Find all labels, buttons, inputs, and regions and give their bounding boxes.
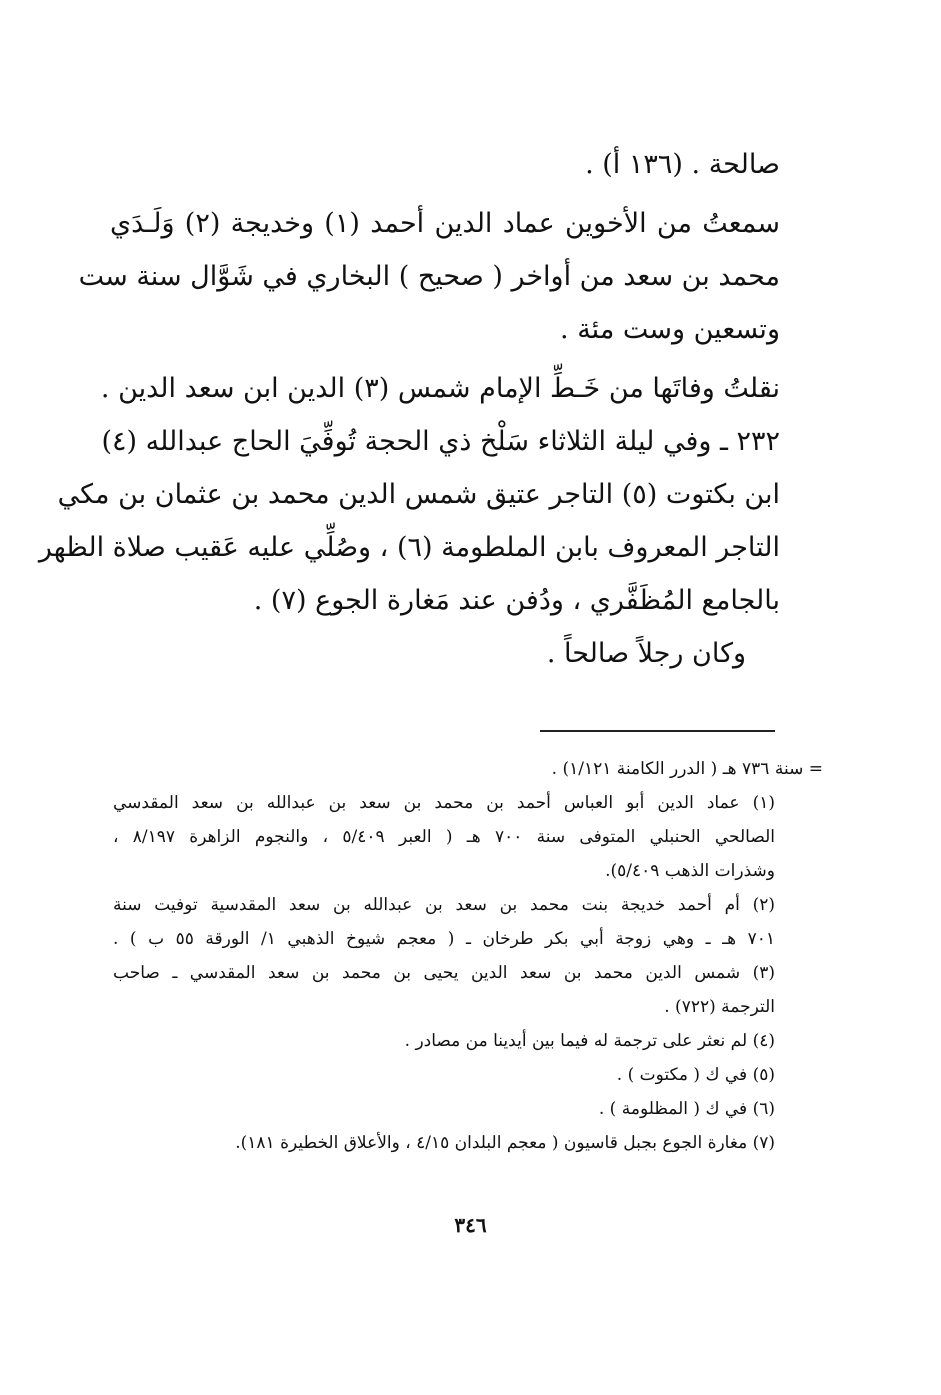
main-line-3: محمد بن سعد من أواخر ( صحيح ) البخاري في شَوَّال سنة ست <box>78 261 780 292</box>
footnote-separator-rule <box>540 730 775 732</box>
footnote-line-6: ٧٠١ هـ ـ وهي زوجة أبي بكر طرخان ـ ( معجم شيوخ الذهبي ١/ الورقة ٥٥ ب ) . <box>113 929 775 949</box>
main-line-2: سمعتُ من الأخوين عماد الدين أحمد (١) وخديجة (٢) وَلَـدَي <box>110 208 780 239</box>
main-line-8: التاجر المعروف بابن الملطومة (٦) ، وصُلِّي عليه عَقيب صلاة الظهر <box>38 532 780 563</box>
footnote-line-12: (٧) مغارة الجوع بجبل قاسيون ( معجم البلدان ٤/١٥ ، والأعلاق الخطيرة ١٨١). <box>235 1133 775 1153</box>
footnote-line-1: = سنة ٧٣٦ هـ ( الدرر الكامنة ١/١٢١) . <box>551 759 823 779</box>
footnote-line-11: (٦) في ك ( المظلومة ) . <box>598 1099 775 1119</box>
page-number: ٣٤٦ <box>454 1213 487 1237</box>
footnote-line-5: (٢) أم أحمد خديجة بنت محمد بن سعد بن عبدالله بن سعد المقدسية توفيت سنة <box>113 895 775 915</box>
main-line-7: ابن بكتوت (٥) التاجر عتيق شمس الدين محمد بن عثمان بن مكي <box>57 479 780 510</box>
main-line-10: وكان رجلاً صالحاً . <box>546 638 746 669</box>
footnote-line-10: (٥) في ك ( مكتوت ) . <box>616 1065 775 1085</box>
main-line-6: ٢٣٢ ـ وفي ليلة الثلاثاء سَلْخ ذي الحجة تُوفِّيَ الحاج عبدالله (٤) <box>101 426 780 457</box>
main-line-4: وتسعين وست مئة . <box>560 314 780 345</box>
footnotes-block <box>113 752 823 1160</box>
footnote-line-8: الترجمة (٧٢٢) . <box>664 997 775 1017</box>
main-line-1: صالحة . (١٣٦ أ) . <box>585 149 780 180</box>
footnote-line-4: وشذرات الذهب ٥/٤٠٩). <box>605 861 775 881</box>
footnote-line-2: (١) عماد الدين أبو العباس أحمد بن محمد بن سعد بن عبدالله بن سعد المقدسي <box>113 793 775 813</box>
main-text-body <box>38 138 780 680</box>
footnote-line-7: (٣) شمس الدين محمد بن سعد الدين يحيى بن محمد بن سعد المقدسي ـ صاحب <box>113 963 775 983</box>
footnote-line-9: (٤) لم نعثر على ترجمة له فيما بين أيدينا من مصادر . <box>404 1031 775 1051</box>
main-line-5: نقلتُ وفاتَها من خَـطِّ الإمام شمس (٣) الدين ابن سعد الدين . <box>100 373 780 404</box>
main-line-9: بالجامع المُظَفَّري ، ودُفن عند مَغارة الجوع (٧) . <box>253 585 780 616</box>
footnote-line-3: الصالحي الحنبلي المتوفى سنة ٧٠٠ هـ ( العبر ٥/٤٠٩ ، والنجوم الزاهرة ٨/١٩٧ ، <box>113 827 776 847</box>
